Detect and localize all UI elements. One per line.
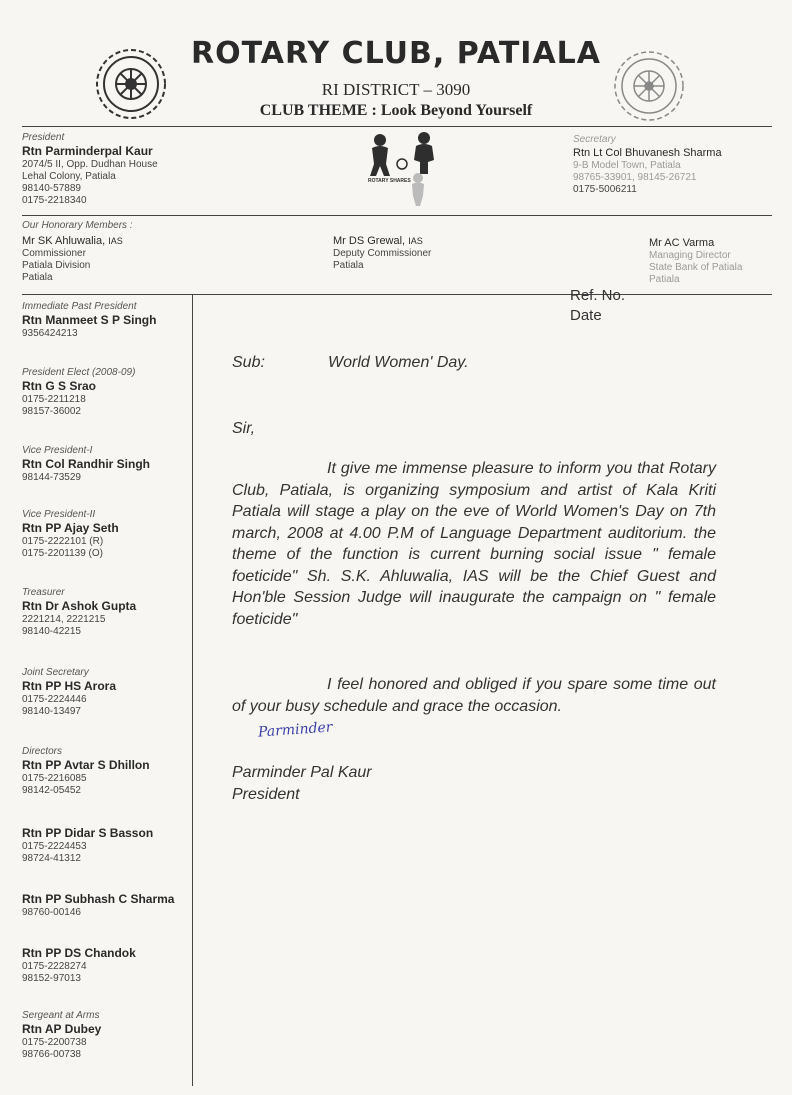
committee-role: Immediate Past President — [22, 301, 137, 312]
committee-phone: 98140-42215 — [22, 626, 81, 637]
committee-phone: 0175-2200738 — [22, 1037, 87, 1048]
committee-phone: 9356424213 — [22, 328, 78, 339]
president-role: President — [22, 132, 65, 143]
honorary-member-line: Patiala — [22, 272, 53, 283]
committee-phone: 0175-2224453 — [22, 841, 87, 852]
president-block — [22, 132, 252, 207]
committee-name: Rtn PP HS Arora — [22, 679, 117, 693]
committee-phone: 0175-2211218 — [22, 394, 86, 405]
committee-member — [22, 892, 190, 919]
committee-role: President Elect (2008-09) — [22, 367, 136, 378]
committee-role: Vice President-I — [22, 445, 93, 456]
committee-member — [22, 301, 190, 340]
honorary-member-suffix: IAS — [408, 236, 423, 246]
committee-role: Vice President-II — [22, 509, 96, 520]
committee-member — [22, 509, 190, 560]
honorary-member-line: Managing Director — [649, 250, 731, 261]
committee-phone: 0175-2228274 — [22, 961, 87, 972]
theme-value: Look Beyond Yourself — [380, 102, 533, 119]
body-divider — [22, 294, 772, 295]
committee-name: Rtn Col Randhir Singh — [22, 457, 150, 471]
subject-label: Sub: — [232, 354, 265, 371]
president-line: 98140-57889 — [22, 183, 81, 194]
committee-phone: 98140-13497 — [22, 706, 81, 717]
committee-phone: 98766-00738 — [22, 1049, 81, 1060]
secretary-line: 98765-33901, 98145-26721 — [573, 172, 697, 183]
salutation: Sir, — [232, 420, 256, 437]
committee-role: Sergeant at Arms — [22, 1010, 100, 1021]
honorary-member-line: Patiala — [333, 260, 364, 271]
committee-member — [22, 667, 190, 718]
honorary-member-name: Mr SK Ahluwalia, — [22, 235, 106, 247]
committee-member — [22, 946, 190, 985]
honorary-member-line: State Bank of Patiala — [649, 262, 743, 273]
committee-member — [22, 367, 190, 418]
signer-name: Parminder Pal Kaur — [232, 764, 372, 781]
ref-number: Ref. No. — [570, 287, 626, 304]
committee-member — [22, 445, 190, 484]
subject-text: World Women' Day. — [328, 354, 469, 371]
honorary-member-name: Mr DS Grewal, — [333, 235, 406, 247]
rotary-shares-text: ROTARY SHARES — [368, 178, 411, 184]
district-label: RI DISTRICT – 3090 — [321, 80, 471, 99]
president-name: Rtn Parminderpal Kaur — [22, 144, 153, 158]
committee-phone: 98157-36002 — [22, 406, 81, 417]
honorary-divider — [22, 215, 772, 216]
letter-paragraph: It give me immense pleasure to inform you that Rotary Club, Patiala, is organizing symposium and artist of Kala Kriti Patiala will stage a play on the eve of World Women's Day on 7th march, 2008 at 4.00 P.M of Language Department auditorium. the theme of the function is current burning social issue " female foeticide" Sh. S.K. Ahluwalia, IAS will be the Chief Guest and Hon'ble Session Judge will inaugurate the campaign on " female foeticide" — [232, 460, 716, 628]
committee-phone: 0175-2216085 — [22, 773, 87, 784]
honorary-member — [22, 234, 222, 284]
committee-name: Rtn PP Subhash C Sharma — [22, 892, 175, 906]
honorary-member-line: Deputy Commissioner — [333, 248, 432, 259]
committee-name: Rtn AP Dubey — [22, 1022, 102, 1036]
letter-paragraph: I feel honored and obliged if you spare some time out of your busy schedule and grace the occasion. — [232, 676, 716, 715]
theme-label: CLUB THEME : — [259, 102, 377, 119]
committee-name: Rtn Manmeet S P Singh — [22, 313, 157, 327]
committee-role: Directors — [22, 746, 63, 757]
committee-phone: 98724-41312 — [22, 853, 81, 864]
committee-phone: 98142-05452 — [22, 785, 81, 796]
committee-name: Rtn PP Didar S Basson — [22, 826, 154, 840]
ref-block — [570, 286, 625, 326]
honorary-member-name: Mr AC Varma — [649, 237, 715, 249]
president-line: 2074/5 II, Opp. Dudhan House — [22, 159, 158, 170]
header-divider — [22, 126, 772, 127]
honorary-member — [649, 236, 779, 286]
secretary-line: 9-B Model Town, Patiala — [573, 160, 681, 171]
honorary-member-line: Commissioner — [22, 248, 86, 259]
committee-name: Rtn PP Ajay Seth — [22, 521, 119, 535]
committee-phone: 0175-2222101 (R) — [22, 536, 104, 547]
secretary-role: Secretary — [573, 134, 616, 145]
committee-phone: 0175-2224446 — [22, 694, 87, 705]
secretary-line: 0175-5006211 — [573, 184, 637, 195]
committee-phone: 98760-00146 — [22, 907, 81, 918]
committee-phone: 0175-2201139 (O) — [22, 548, 103, 559]
committee-role: Joint Secretary — [22, 667, 89, 678]
signer-block — [232, 762, 372, 806]
president-line: Lehal Colony, Patiala — [22, 171, 116, 182]
committee-name: Rtn Dr Ashok Gupta — [22, 599, 137, 613]
committee-role: Treasurer — [22, 587, 65, 598]
committee-phone: 98144-73529 — [22, 472, 81, 483]
honorary-member-suffix: IAS — [108, 236, 123, 246]
committee-member — [22, 1010, 190, 1061]
committee-member — [22, 587, 190, 638]
club-title: ROTARY CLUB, PATIALA — [190, 36, 601, 71]
committee-member — [22, 746, 190, 797]
signature: Parminder — [257, 719, 334, 741]
honorary-member-line: Patiala Division — [22, 260, 91, 271]
club-theme — [0, 102, 792, 120]
signer-title: President — [232, 786, 300, 803]
letter-date: Date — [570, 307, 602, 324]
president-line: 0175-2218340 — [22, 195, 87, 206]
secretary-block — [573, 134, 773, 196]
committee-name: Rtn PP Avtar S Dhillon — [22, 758, 150, 772]
honorary-member — [333, 234, 533, 272]
rotary-shares-logo-icon — [362, 130, 442, 208]
committee-name: Rtn PP DS Chandok — [22, 946, 136, 960]
committee-phone: 98152-97013 — [22, 973, 81, 984]
honorary-member-line: Patiala — [649, 274, 680, 285]
committee-name: Rtn G S Srao — [22, 379, 97, 393]
committee-phone: 2221214, 2221215 — [22, 614, 106, 625]
committee-member — [22, 826, 190, 865]
sidebar-divider — [192, 294, 193, 1086]
honorary-label: Our Honorary Members : — [22, 220, 133, 231]
secretary-name: Rtn Lt Col Bhuvanesh Sharma — [573, 147, 722, 159]
